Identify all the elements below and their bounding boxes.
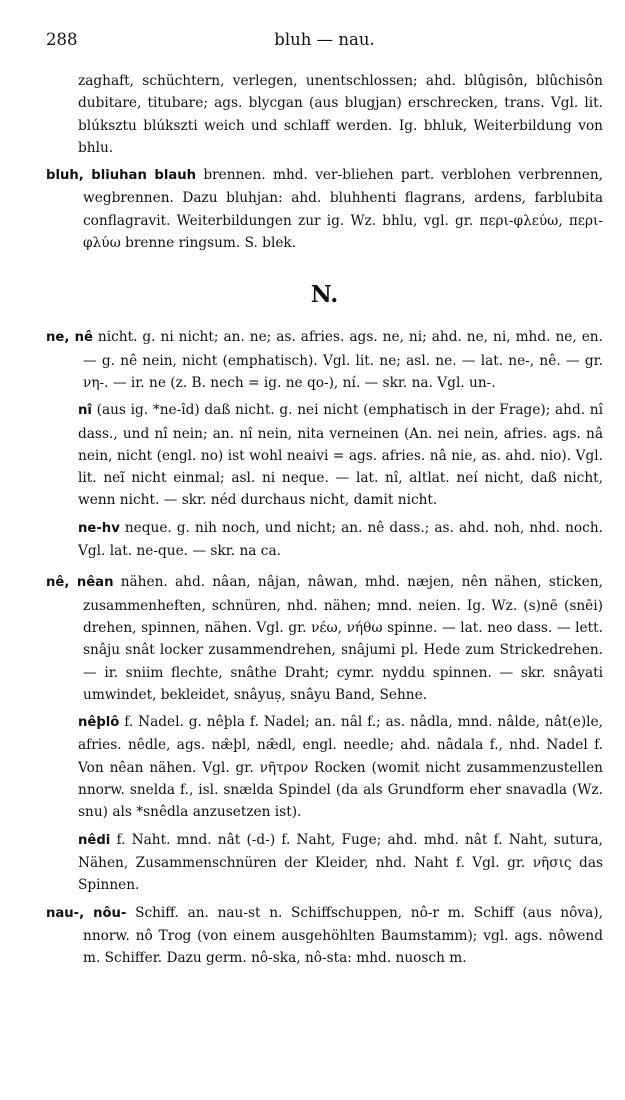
entry-text: brennen. mhd. ver-bliehen part. verblohen verbrennen, wegbrennen. Dazu bluhjan: ahd. bluhhenti flagrans, ardens, farblubita conflagravit. Weiterbildungen zur ig. Wz. bhlu, vgl. gr. περι-φλεύω, περι-φλύω brenne ringsum. S. blek.	[83, 167, 603, 252]
entry-ne	[46, 326, 603, 394]
entry-text: f. Naht. mnd. nât (-d-) f. Naht, Fuge; ahd. mhd. nât f. Naht, sutura, Nähen, Zusammenschnüren der Kleider, nhd. Naht f. Vgl. gr. νῆσις das Spinnen.	[78, 831, 603, 894]
headword: nêþlô	[78, 715, 120, 731]
section-letter: N.	[310, 281, 339, 309]
entry-bluh	[46, 164, 603, 254]
page-header	[46, 30, 603, 54]
headword: nî	[78, 403, 92, 419]
entry-text: f. Nadel. g. nêþla f. Nadel; an. nâl f.; as. nâdla, mnd. nâlde, nât(e)le, afries. nêdle, ags. næ̂þl, næ̂dl, engl. needle; ahd. nâdala f., nhd. Nadel f. Von nêan nähen. Vgl. gr. νῆτρον Rocken (womit nicht zusammenzustellen nnorw. snelda f., isl. snælda Spindel (da als Grundform eher snavadla (Wz. snu) als *snêdla anzusetzen ist).	[78, 714, 603, 821]
running-head: bluh — nau.	[274, 30, 375, 49]
entry-nedi	[46, 829, 603, 897]
entry-ni	[46, 399, 603, 511]
headword: ne-hv	[78, 520, 120, 536]
entries	[46, 70, 603, 969]
page-number: 288	[46, 30, 78, 49]
headword: ne, nê	[46, 330, 93, 346]
headword: bluh, bliuhan blauh	[46, 168, 197, 184]
entry-continuation: zaghaft, schüchtern, verlegen, unentschlossen; ahd. blûgisôn, blûchisôn dubitare, titubare; ags. blycgan (aus blugjan) erschrecken, trans. Vgl. lit. blúksztu blúkszti weich und schlaff werden. Ig. bhluk, Weiterbildung von bhlu.	[78, 73, 603, 156]
entry-ne-nean	[46, 571, 603, 706]
headword: nê, nêan	[46, 575, 114, 591]
entry-text: (aus ig. *ne-îd) daß nicht. g. nei nicht (emphatisch in der Frage); ahd. nî dass., und nî nein; an. nî nein, nita verneinen (An. nei nein, afries. ags. nâ nein, nicht (engl. no) ist wohl neaivi = ags. afries. nâ nie, as. ahd. nio). Vgl. lit. neĩ nicht einmal; asl. ni neque. — lat. nî, altlat. neí nicht, daß nicht, wenn nicht. — skr. néd durchaus nicht, damit nicht.	[78, 402, 603, 509]
entry-nau	[46, 902, 603, 970]
entry-text: neque. g. nih noch, und nicht; an. nê dass.; as. ahd. noh, nhd. noch. Vgl. lat. ne-que. — skr. na ca.	[78, 519, 603, 560]
entry-text: Schiff. an. nau-st n. Schiffschuppen, nô-r m. Schiff (aus nôva), nnorw. nô Trog (von einem ausgehöhlten Baumstamm); vgl. ags. nôwend m. Schiffer. Dazu germ. nô-ska, nô-sta: mhd. nuosch m.	[83, 904, 603, 967]
entry-text: nicht. g. ni nicht; an. ne; as. afries. ags. ne, ni; ahd. ne, ni, mhd. ne, en. — g. nê nein, nicht (emphatisch). Vgl. lit. ne; asl. ne. — lat. ne-, nê. — gr. νη-. — ir. ne (z. B. nech = ig. ne qo-), ní. — skr. na. Vgl. un-.	[83, 329, 603, 391]
headword: nêdi	[78, 832, 111, 848]
entry-ne-hv	[46, 517, 603, 563]
entry-nethlo	[46, 711, 603, 823]
headword: nau-, nôu-	[46, 905, 127, 921]
entry-text: nähen. ahd. nâan, nâjan, nâwan, mhd. næjen, nên nähen, sticken, zusammenheften, schnüren, nhd. nähen; mnd. neien. Ig. Wz. (s)nē (snēi) drehen, spinnen, nähen. Vgl. gr. νέω, νήθω spinne. — lat. neo dass. — lett. snâju snât locker zusammendrehen, snâjumi pl. Hede zum Strickedrehen. — ir. sniim flechte, snâthe Draht; cymr. nyddu spinnen. — skr. snâyati umwindet, bekleidet, snâyuṣ, snâyu Band, Sehne.	[83, 574, 603, 703]
